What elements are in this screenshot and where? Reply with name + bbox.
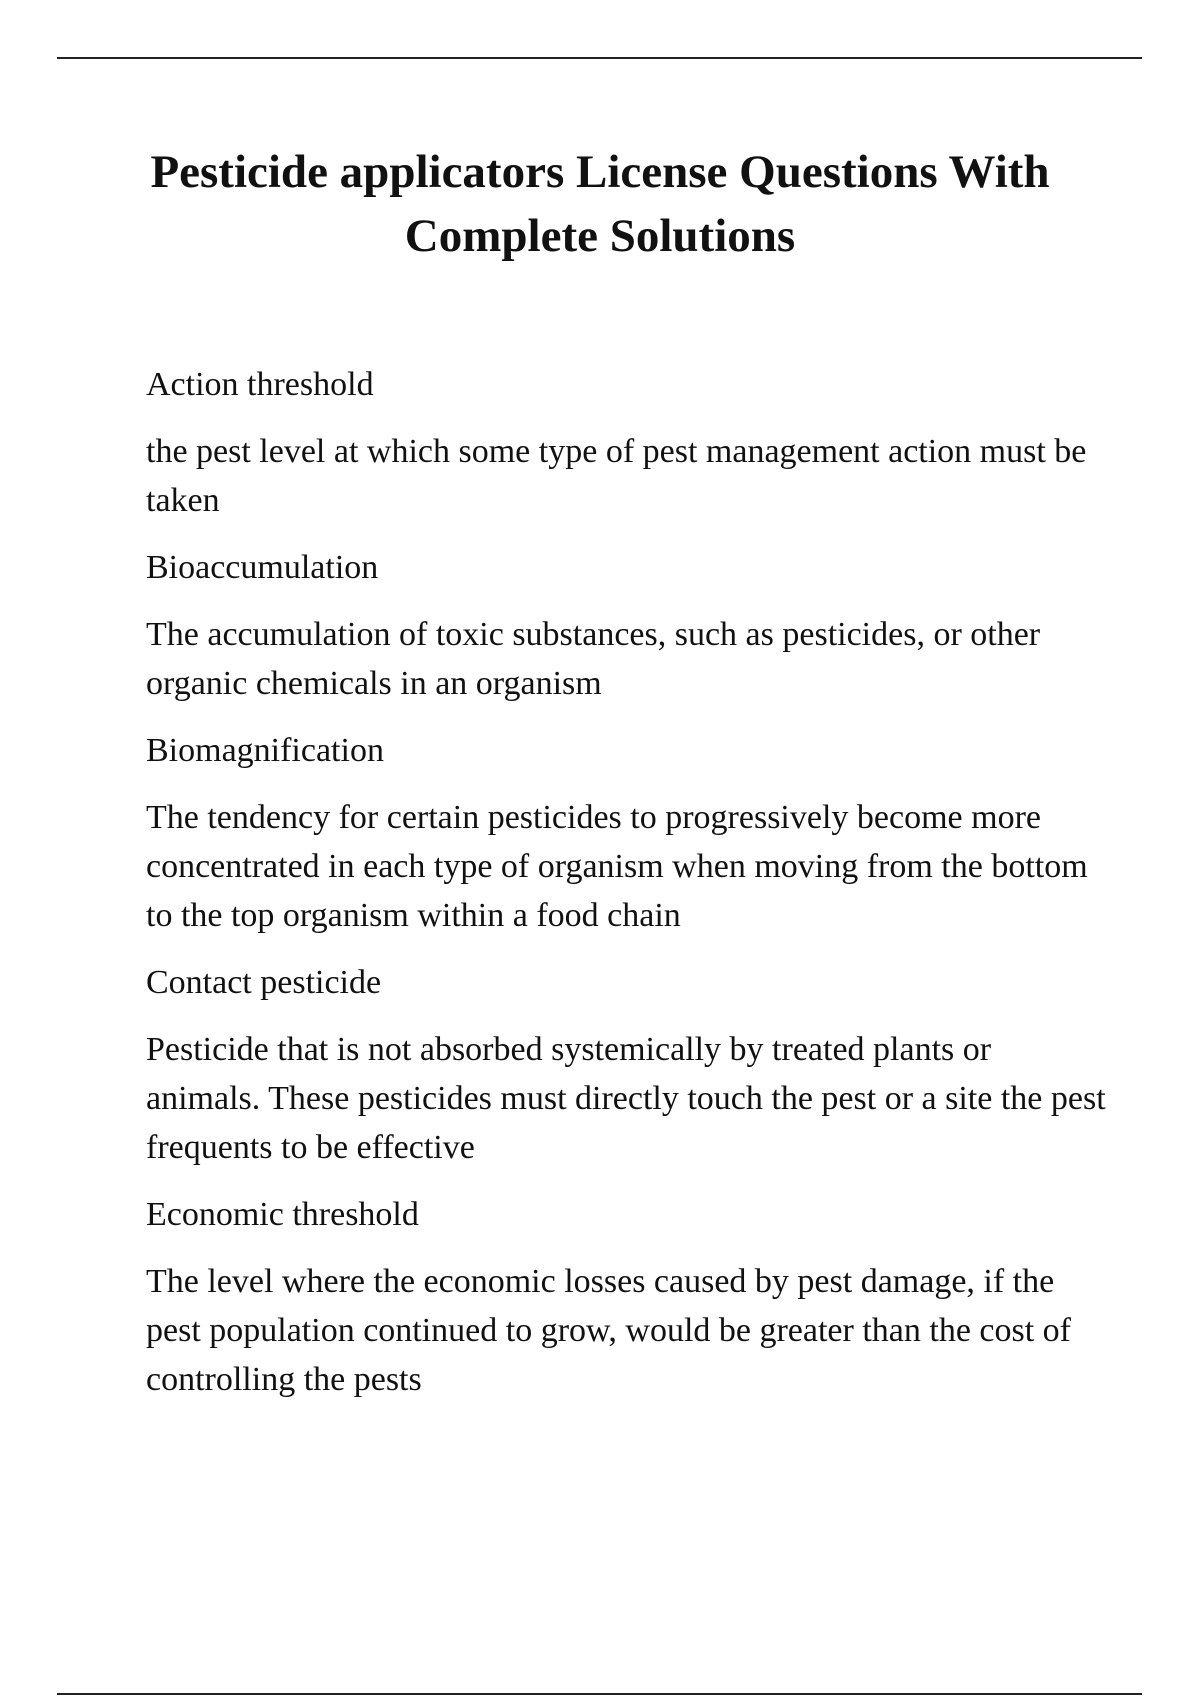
page-title: Pesticide applicators License Questions With Complete Solutions	[150, 146, 1050, 262]
entry-biomagnification	[146, 726, 1106, 940]
definition: The level where the economic losses caused by pest damage, if the pest population continued to grow, would be greater than the cost of controlling the pests	[146, 1263, 1072, 1398]
term: Action threshold	[146, 366, 374, 403]
entry-action-threshold	[146, 360, 1106, 525]
term: Biomagnification	[146, 732, 384, 769]
entry-contact-pesticide	[146, 958, 1106, 1172]
definition: The tendency for certain pesticides to progressively become more concentrated in each type of organism when moving from the bottom to the top organism within a food chain	[146, 799, 1088, 934]
top-divider	[57, 57, 1142, 59]
definition: Pesticide that is not absorbed systemically by treated plants or animals. These pesticides must directly touch the pest or a site the pest frequents to be effective	[146, 1031, 1106, 1166]
document-body	[146, 360, 1106, 1422]
term: Bioaccumulation	[146, 549, 379, 586]
definition: The accumulation of toxic substances, such as pesticides, or other organic chemicals in an organism	[146, 616, 1041, 702]
entry-economic-threshold	[146, 1190, 1106, 1404]
bottom-divider	[57, 1693, 1142, 1695]
entry-bioaccumulation	[146, 543, 1106, 708]
definition: the pest level at which some type of pest management action must be taken	[146, 433, 1087, 519]
term: Economic threshold	[146, 1196, 419, 1233]
term: Contact pesticide	[146, 964, 382, 1001]
